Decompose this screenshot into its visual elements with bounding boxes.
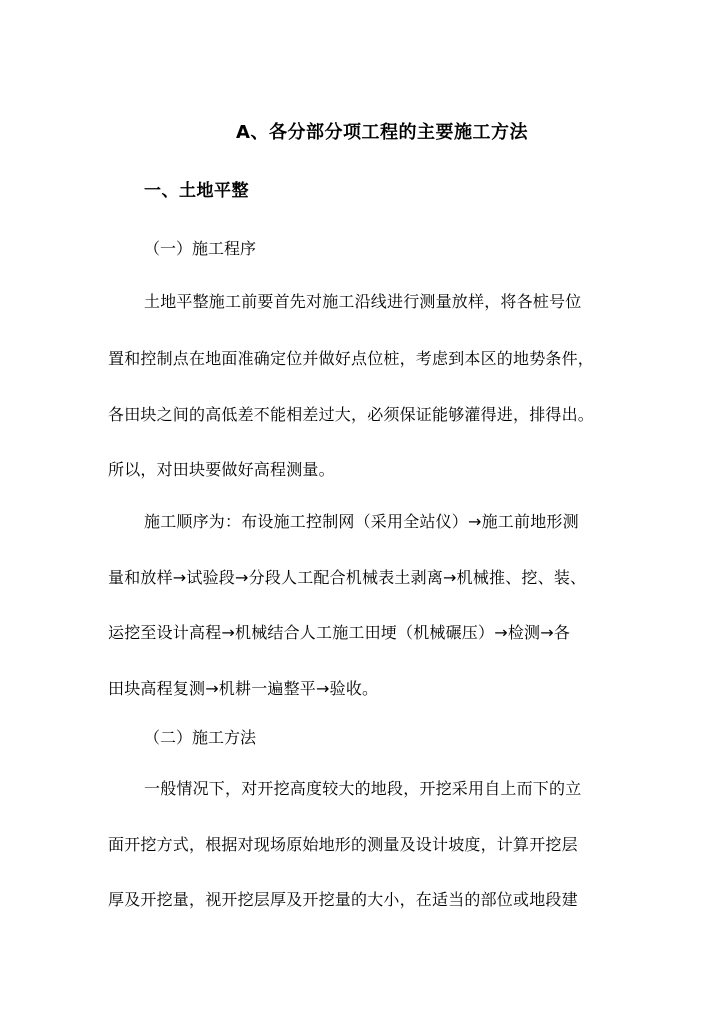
paragraph-line: 各田块之间的高低差不能相差过大，必须保证能够灌得进，排得出。 <box>108 405 595 424</box>
paragraph-line: 一般情况下，对开挖高度较大的地段，开挖采用自上而下的立 <box>144 779 582 798</box>
subheading-construction-procedure: （一）施工程序 <box>144 239 257 258</box>
paragraph-line: 田块高程复测→机耕一遍整平→验收。 <box>108 679 379 698</box>
paragraph-line: 面开挖方式，根据对现场原始地形的测量及设计坡度，计算开挖层 <box>108 835 578 854</box>
paragraph-line: 所以，对田块要做好高程测量。 <box>108 460 335 479</box>
paragraph-line: 施工顺序为：布设施工控制网（采用全站仪）→施工前地形测 <box>144 512 579 531</box>
paragraph-line: 置和控制点在地面准确定位并做好点位桩，考虑到本区的地势条件， <box>108 349 595 368</box>
paragraph-line: 量和放样→试验段→分段人工配合机械表土剥离→机械推、挖、装、 <box>108 568 587 587</box>
section-heading-land-leveling: 一、土地平整 <box>144 181 249 201</box>
document-title: A、各分部分项工程的主要施工方法 <box>236 122 528 143</box>
paragraph-line: 土地平整施工前要首先对施工沿线进行测量放样，将各桩号位 <box>144 292 582 311</box>
paragraph-line: 厚及开挖量，视开挖层厚及开挖量的大小，在适当的部位或地段建 <box>108 890 578 909</box>
paragraph-line: 运挖至设计高程→机械结合人工施工田埂（机械碾压）→检测→各 <box>108 623 571 642</box>
subheading-construction-method: （二）施工方法 <box>144 728 257 747</box>
